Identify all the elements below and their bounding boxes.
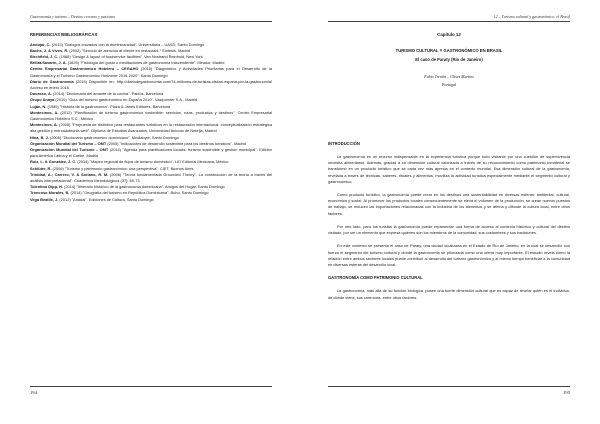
chapter-header [328,32,570,87]
body-paragraph: En este contexto se presenta el caso de Paraty, una ciudad localizada en el Estado de Río de Janeiro, en la cual se desarrolló con fuerza el segmento del turismo cultural y donde la gastronomía se priorizada como una oferta muy importante. El estudio revela cómo la relación entre ambos sectores locales puede contribuir al desarrollo del turismo gastronómico y al mismo tiempo beneficiar a la comunidad en diversas esferas del desarrollo local. [328,243,570,267]
reference-text: (1988) "Design & layout of foodservice facilities". Van Nostrand Reinhold, New York [58,54,203,59]
references-section [30,32,272,203]
reference-text: (2006) "Teoría fundamentada Grounded Theory". La construcción de la teoría a través del análisis interpretacional". Cuadernos Metodológicos (37): 69-73 [30,171,272,184]
body-paragraph: Por otro lado, para los turistas la gastronomía puede representar una forma de acceso al contexto histórico y cultural del destino visitado, por ser un elemento que expresa quiénes son los miembros de la comunidad, sus costumbres y sus tradiciones. [328,223,570,236]
reference-text: (2014) "Diccionario del amante de la cocina". Paidós, Barcelona [51,91,164,97]
reference-text: (2008) "Propuesta de distintivo para restaurantes turísticos en la restauración internacional: conceptualización estratégica alta gestión y mercadotecnia web". Diploma de Estudios Avanzados, Universidad Antonio de Nebrija, Madrid [30,122,272,134]
body-paragraph: La gastronomía, más allá de su función biológica, posee una fuerte dimensión cultural que es capaz de revelar quién es el individuo, de dónde viene, sus creencias, entre otros factores. [328,288,570,300]
reference-author: Luján, N. [30,103,47,109]
reference-author: Montecinos, A. [30,122,58,128]
reference-entry [30,110,272,122]
reference-author: Birchfield, J. C. [30,54,59,59]
reference-author: Ducasse, A. [30,91,52,97]
reference-author: Nina, B. J. [30,134,49,140]
reference-entry [30,147,272,159]
reference-text: (1989) "Historia de la gastronomía". Plaza & Janés Editores, Barcelona [46,103,171,109]
right-running-head: 12 – Turismo cultural y gastronómico: el Brasil [493,14,570,19]
reference-text: (2012) "Planificación de turismo gastronómico sostenible: servicios, rutas, productos y destinos". Centro Empresarial Gastronómico Hotelero S.C., México [30,109,272,122]
reference-text: (2006) "Turismo y patrimonio gastronómico: una perspectiva". CIET, Buenos Aires [51,165,194,171]
body-paragraph: Como producto turístico, la gastronomía puede crear en los destinos una sustentabilidad en diversas esferas: ambiental, cultural, económica y social. Al promover los productos locales consecuentemente se eleva el volumen de la producción, se crean nuevos puestos de trabajo, se reducen las importaciones relacionadas con la industria de los alimentos y se afirma y difunde la cultura local, entre otros factores. [328,192,570,216]
reference-author: Vega Beatlle, J. [30,196,59,202]
reference-entry [30,172,272,184]
chapter-label: Capítulo 12 [437,32,461,37]
reference-entry [30,197,272,203]
reference-author: Andújar, C. [30,41,51,47]
left-page-number: 194 [30,390,37,395]
reference-text: (2014) "Mapeo regional de flujos de turismo doméstico". LID Editorial Mexicana, México [76,159,229,165]
reference-author: Grupo Anaya [30,97,55,103]
reference-author: Schlüter, R. [30,165,52,171]
chapter-country: Portugal [441,82,457,87]
chapter-title: TURISMO CULTURAL Y GASTRONÓMICO EN BRASIL [395,48,503,53]
reference-author: Tolentino Dipp, H. [30,184,63,190]
reference-text: (2014) "Geografía del turismo en República Dominicana". Búho, Santo Domingo [69,190,209,196]
chapter-body [328,141,570,308]
reference-author: Centro Empresarial Gastronómico Hotelero – CEGAHO [30,66,139,72]
reference-author: Ruiz, L. & González, J. C. [30,159,77,165]
reference-text: (1825) "Fisiología del gusto o meditaciones de gastronomía trascendente". Mirador, Madrid [66,60,225,66]
references-title: REFERENCIAS BIBLIOGRÁFICAS [30,32,98,37]
reference-text: (2014) "Itinerario histórico de la gastronomía dominicana". Amigos del Hogar, Santo Domingo [63,184,225,190]
left-footer-rule [30,386,272,387]
reference-text: (2012) "Anadal". Ediciones de Cultura, Santo Domingo [58,196,154,202]
left-header-rule [30,21,272,22]
chapter-subtitle: El caso de Paraty (Río de Janeiro) [415,57,483,62]
right-page-number: 195 [563,390,570,395]
chapter-authors: Fábio Trentin – Ulises Martins [424,74,474,79]
references-list [30,42,272,203]
right-page [300,0,600,424]
reference-text: (2008) "Diccionario gastronómico dominicano". Mediabyte, Santo Domingo [48,134,179,140]
reference-author: Trinidad, A.; Carrero, V. & Soriano, R. M. [30,171,109,177]
reference-author: Bachs, J. & Vives, R. [30,47,69,53]
reference-entry [30,122,272,134]
section-title-introduction: INTRODUCCIÓN [328,141,360,146]
reference-text: (2015) Disponible en: http://diariodegastronomia.com/74-millones-de-turistas-visitan-espana-por-la-gastronomia/ Acceso en enero 2016 [30,78,272,91]
reference-text: (2013) "Diálogos cruzados con la dominicanidad". Universitaria – UASD, Santo Domingo [50,41,205,47]
reference-text: (2014) "Agenda para planificadores locales: turismo sostenible y gestión municipal". Edición para América Latina y el Caribe, Madrid [30,147,273,159]
reference-author: Diario de Gastronomía [30,78,74,84]
reference-text: (2010) "Guía del turismo gastronómico en España 2010". Vastporster S.A., Madrid [54,97,198,103]
reference-author: Troncoso Morales, B. [30,190,70,196]
reference-text: (2015) "Diagnóstico y Actividades Prioritarias para el Desarrollo de la Gastronomía y el Turismo Gastronómico Horizonte 2016-2020". Santo Domingo [30,66,272,78]
reference-entry [30,79,272,91]
reference-entry [30,66,272,78]
right-footer-rule [328,386,570,387]
right-header-rule [328,21,570,22]
reference-text: (2005) "Indicadores de desarrollo sostenible para los destinos turísticos". Madrid [106,140,246,146]
left-running-head: Gastronomía y turismo – Destino cercano y pasiones [30,14,115,19]
reference-author: Organización Mundial del Turismo – OMT [30,140,107,146]
reference-author: Organización Mundial del Turismo – OMT [30,147,109,153]
body-paragraph: La gastronomía es un recurso indispensable en la experiencia turística porque todo visitante por una cuestión de supervivencia necesita alimentarse. Además, gracias a su dimensión cultural valorizada a través de su reconocimiento como patrimonio inmaterial se transformó en un producto turístico que se cada vez más aprecia en el contexto mundial. Esa dimensión cultural de la gastronomía, revelada a través de técnicas, saberes, rituales y alimentos, moviliza la actividad turística especialmente mediante el segmento cultural y gastronómico. [328,154,570,184]
reference-author: Montecinos, A. [30,109,59,115]
section-title-heritage: GASTRONOMÍA COMO PATRIMONIO CULTURAL [328,275,423,281]
reference-text: (2002) "Servicio de atención al cliente en restaurant." Síntesis, Madrid [68,47,190,53]
reference-author: Brillat-Savarin, J. A. [30,60,67,66]
